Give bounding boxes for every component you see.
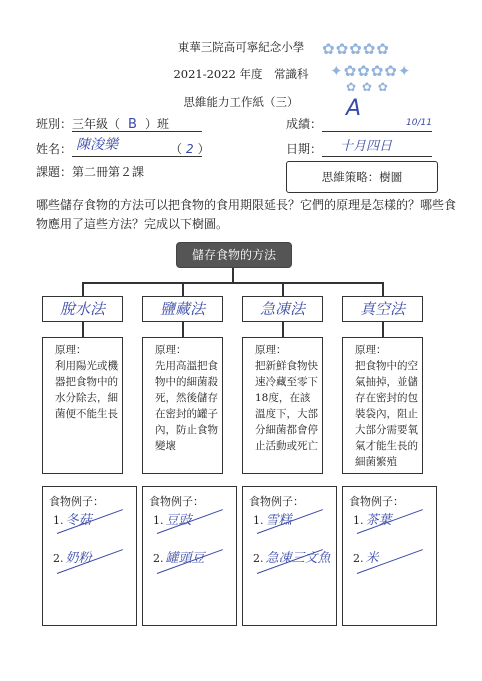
example-1 [353,509,392,528]
root-connector [232,268,234,282]
example-2 [353,547,379,566]
examples-box [142,486,237,626]
example-1 [53,509,92,528]
principle-box [42,337,123,474]
merit-stamp-row3: ✿ ✿ ✿ [346,80,389,94]
principle-label: 原理： [155,344,187,356]
example-2-prefix: 2. [153,552,164,565]
principle-box [142,337,223,474]
branch-drop-4 [382,282,384,296]
examples-box [42,486,137,626]
number-field [170,140,210,157]
example-2-prefix: 2. [53,552,64,565]
example-2-value: 急凍三文魚 [265,551,331,566]
worksheet-title: 思維能力工作紙（三） [183,95,299,109]
class-label: 班別：三年級（ [36,117,121,131]
examples-label: 食物例子： [49,495,104,508]
examples-label: 食物例子： [149,495,204,508]
method-name: 脫水法 [59,300,105,318]
example-1-prefix: 1. [53,514,64,527]
question-text: 哪些儲存食物的方法可以把食物的食用期限延長？它們的原理是怎樣的？哪些食物應用了這些方法？完成以下樹圖。 [36,198,457,231]
method-box [242,296,323,322]
number-value: 2 [186,142,194,156]
branch-drop-2 [182,282,184,296]
example-2-value: 奶粉 [65,551,92,566]
example-2-prefix: 2. [253,552,264,565]
class-value: B [128,117,137,132]
merit-stamp-row2: ✦✿✿✿✿✦ [330,62,412,80]
examples-label: 食物例子： [249,495,304,508]
method-connector [382,322,384,337]
principle-label: 原理： [355,344,387,356]
date-value: 十月四日 [340,139,393,154]
class-suffix: ）班 [144,117,169,131]
date-label: 日期： [286,142,323,156]
branch-drop-1 [82,282,84,296]
method-name: 急凍法 [259,300,305,318]
name-label: 姓名： [36,142,73,156]
method-box [42,296,123,322]
grade-underline [322,131,432,132]
grade-label: 成績： [286,117,323,131]
name-value: 陳浚樂 [76,137,118,153]
name-underline [72,156,202,157]
example-2-value: 米 [365,551,379,566]
number-close: ） [197,142,210,156]
example-1-prefix: 1. [353,514,364,527]
method-name: 真空法 [359,300,405,318]
topic-line: 課題：第二冊第２課 [36,165,145,179]
example-1-value: 雪糕 [265,513,292,528]
class-underline [72,131,202,132]
example-1-prefix: 1. [153,514,164,527]
examples-label: 食物例子： [349,495,404,508]
date-underline [322,156,432,157]
method-connector [82,322,84,337]
principle-text: 先用高溫把食物中的細菌殺死，然後儲存在密封的罐子內，防止食物變壞 [155,360,218,452]
principle-box [242,337,323,474]
example-1-value: 豆豉 [165,513,192,528]
grade-value: A [346,96,362,121]
number-open: （ [170,142,183,156]
principle-text: 把新鮮食物快速冷藏至零下18度，在該溫度下，大部分細菌都會停止活動或死亡 [255,360,318,452]
method-connector [282,322,284,337]
method-box [342,296,423,322]
tree-root: 儲存食物的方法 [176,242,292,268]
example-1-value: 冬菇 [65,513,92,528]
example-1-prefix: 1. [253,514,264,527]
year-subject: 2021-2022 年度 常識科 [173,67,309,81]
example-1 [253,509,292,528]
example-2-prefix: 2. [353,552,364,565]
example-1-value: 茶葉 [365,513,392,528]
class-field [36,115,169,132]
principle-text: 利用陽光或機器把食物中的水分除去，細菌便不能生長 [55,360,118,420]
examples-box [342,486,437,626]
school-name: 東華三院高可寧紀念小學 [177,40,305,54]
merit-stamp: ✿✿✿✿✿ [322,40,390,58]
strategy-box: 思維策略：樹圖 [286,161,438,193]
principle-text: 把食物中的空氣抽掉，並儲存在密封的包裝袋內，阻止大部分需要氧氣才能生長的細菌繁殖 [355,360,418,468]
grade-note: 10/11 [406,118,432,128]
example-1 [153,509,192,528]
principle-label: 原理： [255,344,287,356]
name-field [36,140,72,157]
branch-drop-3 [282,282,284,296]
branch-line [82,282,383,284]
example-2 [153,547,205,566]
method-connector [182,322,184,337]
method-box [142,296,223,322]
principle-label: 原理： [55,344,87,356]
principle-box [342,337,423,474]
examples-box [242,486,337,626]
example-2-value: 罐頭豆 [165,551,205,566]
method-name: 鹽藏法 [159,300,205,318]
